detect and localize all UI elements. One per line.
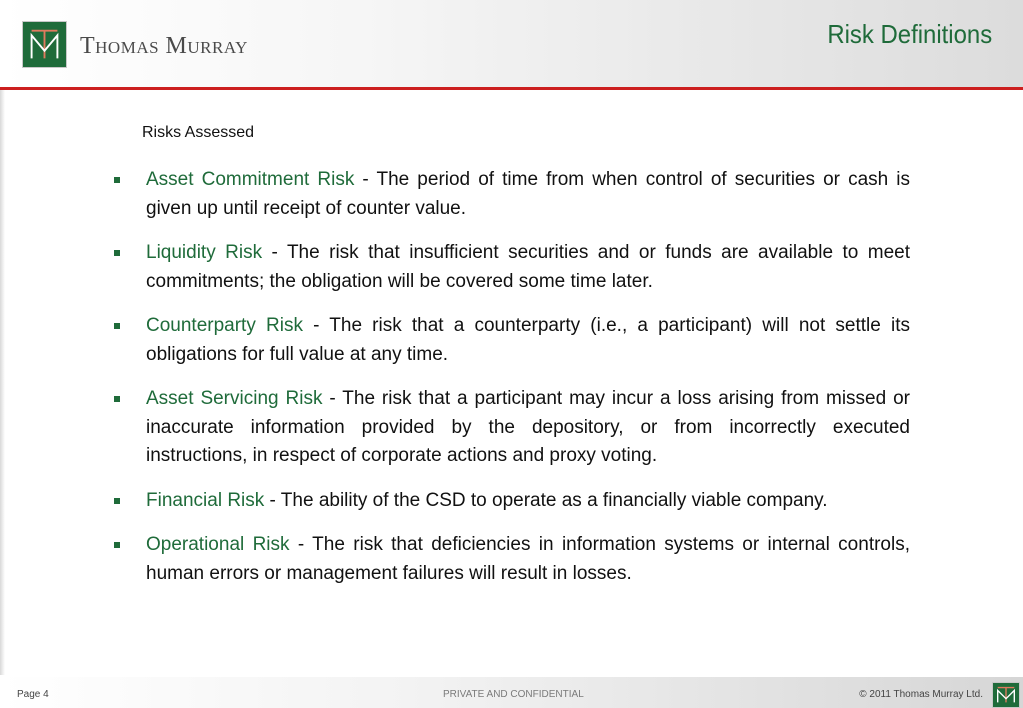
risk-item: [110, 487, 910, 516]
square-bullet-icon: [114, 323, 120, 329]
risk-description: - The risk that deficiencies in information systems or internal controls, human errors or management failures will result in losses.: [146, 534, 910, 584]
risk-name: Asset Commitment Risk: [146, 169, 355, 190]
risk-item: [110, 312, 910, 369]
risk-description: - The period of time from when control of securities or cash is given up until receipt of counter value.: [146, 169, 911, 219]
square-bullet-icon: [114, 542, 120, 548]
risk-name: Liquidity Risk: [146, 242, 263, 263]
slide-title: Risk Definitions: [827, 19, 992, 49]
square-bullet-icon: [114, 250, 120, 256]
brand-name: Thomas Murray: [80, 33, 248, 59]
square-bullet-icon: [114, 177, 120, 183]
risk-name: Asset Servicing Risk: [146, 388, 323, 409]
risk-description: - The ability of the CSD to operate as a financially viable company.: [264, 489, 828, 511]
side-shade: [0, 90, 5, 675]
risk-item: [110, 166, 910, 223]
tm-monogram-icon: [992, 682, 1020, 708]
section-heading: Risks Assessed: [142, 124, 255, 141]
risk-name: Operational Risk: [146, 534, 290, 555]
risk-list: [110, 166, 910, 604]
confidential-label: PRIVATE AND CONFIDENTIAL: [443, 689, 584, 700]
tm-monogram-icon: [22, 21, 67, 68]
risk-item: [110, 239, 910, 296]
risk-name: Financial Risk: [146, 489, 265, 511]
risk-description: - The risk that a participant may incur a loss arising from missed or inaccurate information provided by the depository, or from incorrectly executed instructions, in respect of corporate actions and proxy voting.: [146, 388, 910, 466]
risk-item: [110, 385, 910, 471]
header-divider: [0, 87, 1023, 90]
square-bullet-icon: [114, 396, 120, 402]
slide-footer: [0, 677, 1023, 708]
slide-header: [0, 0, 1023, 87]
risk-item: [110, 531, 910, 588]
square-bullet-icon: [114, 498, 120, 504]
copyright-notice: © 2011 Thomas Murray Ltd.: [859, 689, 983, 700]
risk-name: Counterparty Risk: [146, 315, 303, 336]
page-number: Page 4: [17, 689, 49, 700]
risk-description: - The risk that a counterparty (i.e., a participant) will not settle its obligations for full value at any time.: [146, 315, 910, 365]
risk-description: - The risk that insufficient securities and or funds are available to meet commitments; the obligation will be covered some time later.: [146, 242, 910, 292]
